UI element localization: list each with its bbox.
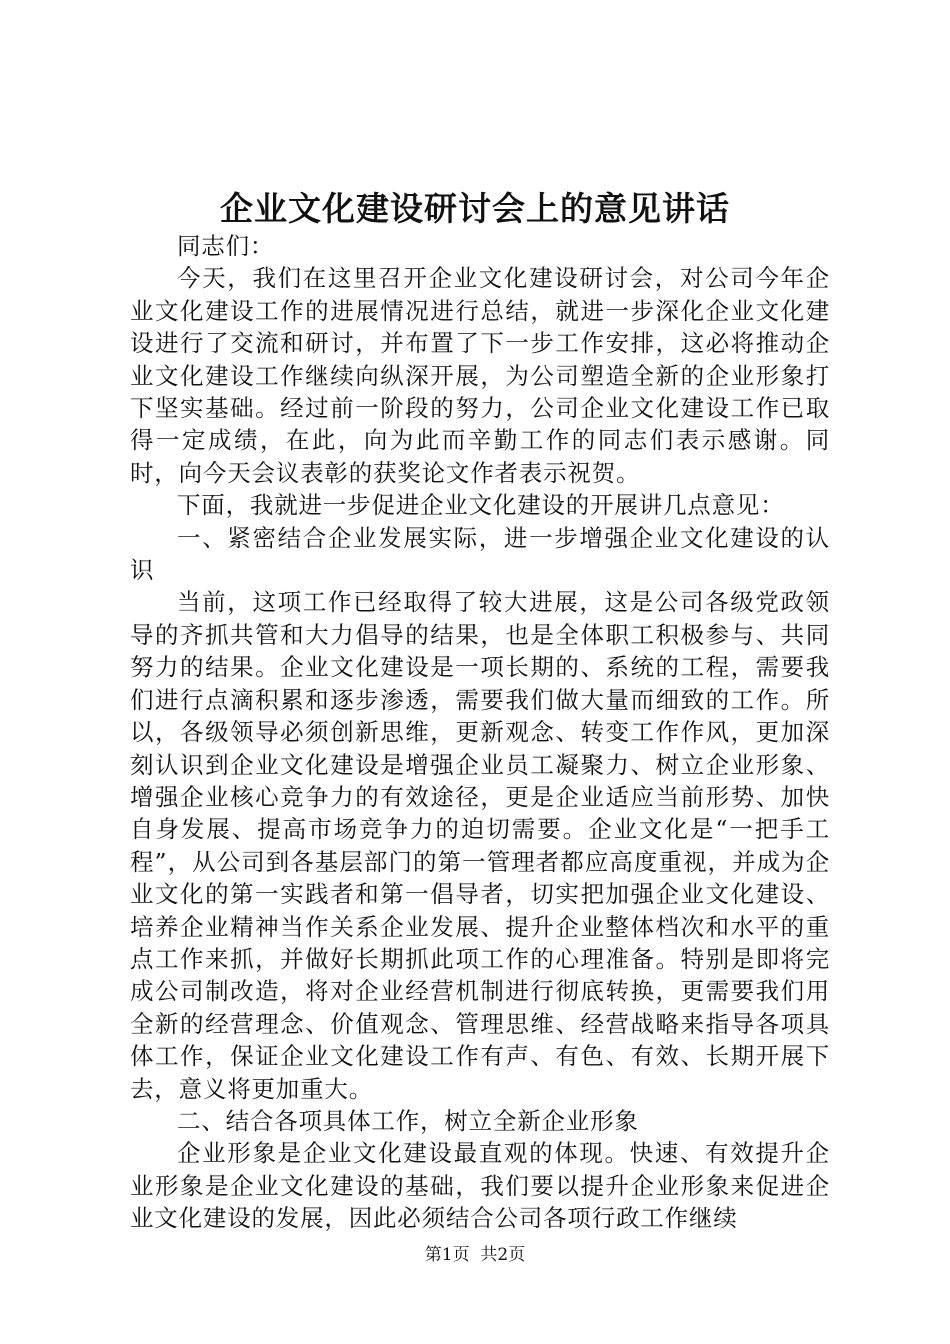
body-paragraph: 企业形象是企业文化建设最直观的体现。快速、有效提升企业形象是企业文化建设的基础，我们要以提升企业形象来促进企业文化建设的发展，因此必须结合公司各项行政工作继续 <box>130 1139 830 1233</box>
section-heading: 一、紧密结合企业发展实际，进一步增强企业文化建设的认识 <box>130 523 830 585</box>
document-title: 企业文化建设研讨会上的意见讲话 <box>220 189 730 228</box>
page-number: 第1页 共2页 <box>424 1245 526 1265</box>
page-footer <box>0 1244 950 1266</box>
salutation-paragraph: 同志们： <box>177 232 275 260</box>
body-paragraph: 当前，这项工作已经取得了较大进展，这是公司各级党政领导的齐抓共管和大力倡导的结果，也是全体职工积极参与、共同努力的结果。企业文化建设是一项长期的、系统的工程，需要我们进行点滴积累和逐步渗透，需要我们做大量而细致的工作。所以，各级领导必须创新思维，更新观念、转变工作作风，更加深刻认识到企业文化建设是增强企业员工凝聚力、树立企业形象、增强企业核心竞争力的有效途径，更是企业适应当前形势、加快自身发展、提高市场竞争力的迫切需要。企业文化是“一把手工程”，从公司到各基层部门的第一管理者都应高度重视，并成为企业文化的第一实践者和第一倡导者，切实把加强企业文化建设、培养企业精神当作关系企业发展、提升企业整体档次和水平的重点工作来抓，并做好长期抓此项工作的心理准备。特别是即将完成公司制改造，将对企业经营机制进行彻底转换，更需要我们用全新的经营理念、价值观念、管理思维、经营战略来指导各项具体工作，保证企业文化建设工作有声、有色、有效、长期开展下去，意义将更加重大。 <box>130 588 830 1103</box>
body-paragraph: 今天，我们在这里召开企业文化建设研讨会，对公司今年企业文化建设工作的进展情况进行总结，就进一步深化企业文化建设进行了交流和研讨，并布置了下一步工作安排，这必将推动企业文化建设工作继续向纵深开展，为公司塑造全新的企业形象打下坚实基础。经过前一阶段的努力，公司企业文化建设工作已取得一定成绩，在此，向为此而辛勤工作的同志们表示感谢。同时，向今天会议表彰的获奖论文作者表示祝贺。 <box>130 264 830 487</box>
section-heading: 二、结合各项具体工作，树立全新企业形象 <box>177 1106 639 1135</box>
document-body <box>130 230 830 1235</box>
body-paragraph: 下面，我就进一步促进企业文化建设的开展讲几点意见： <box>177 491 785 520</box>
